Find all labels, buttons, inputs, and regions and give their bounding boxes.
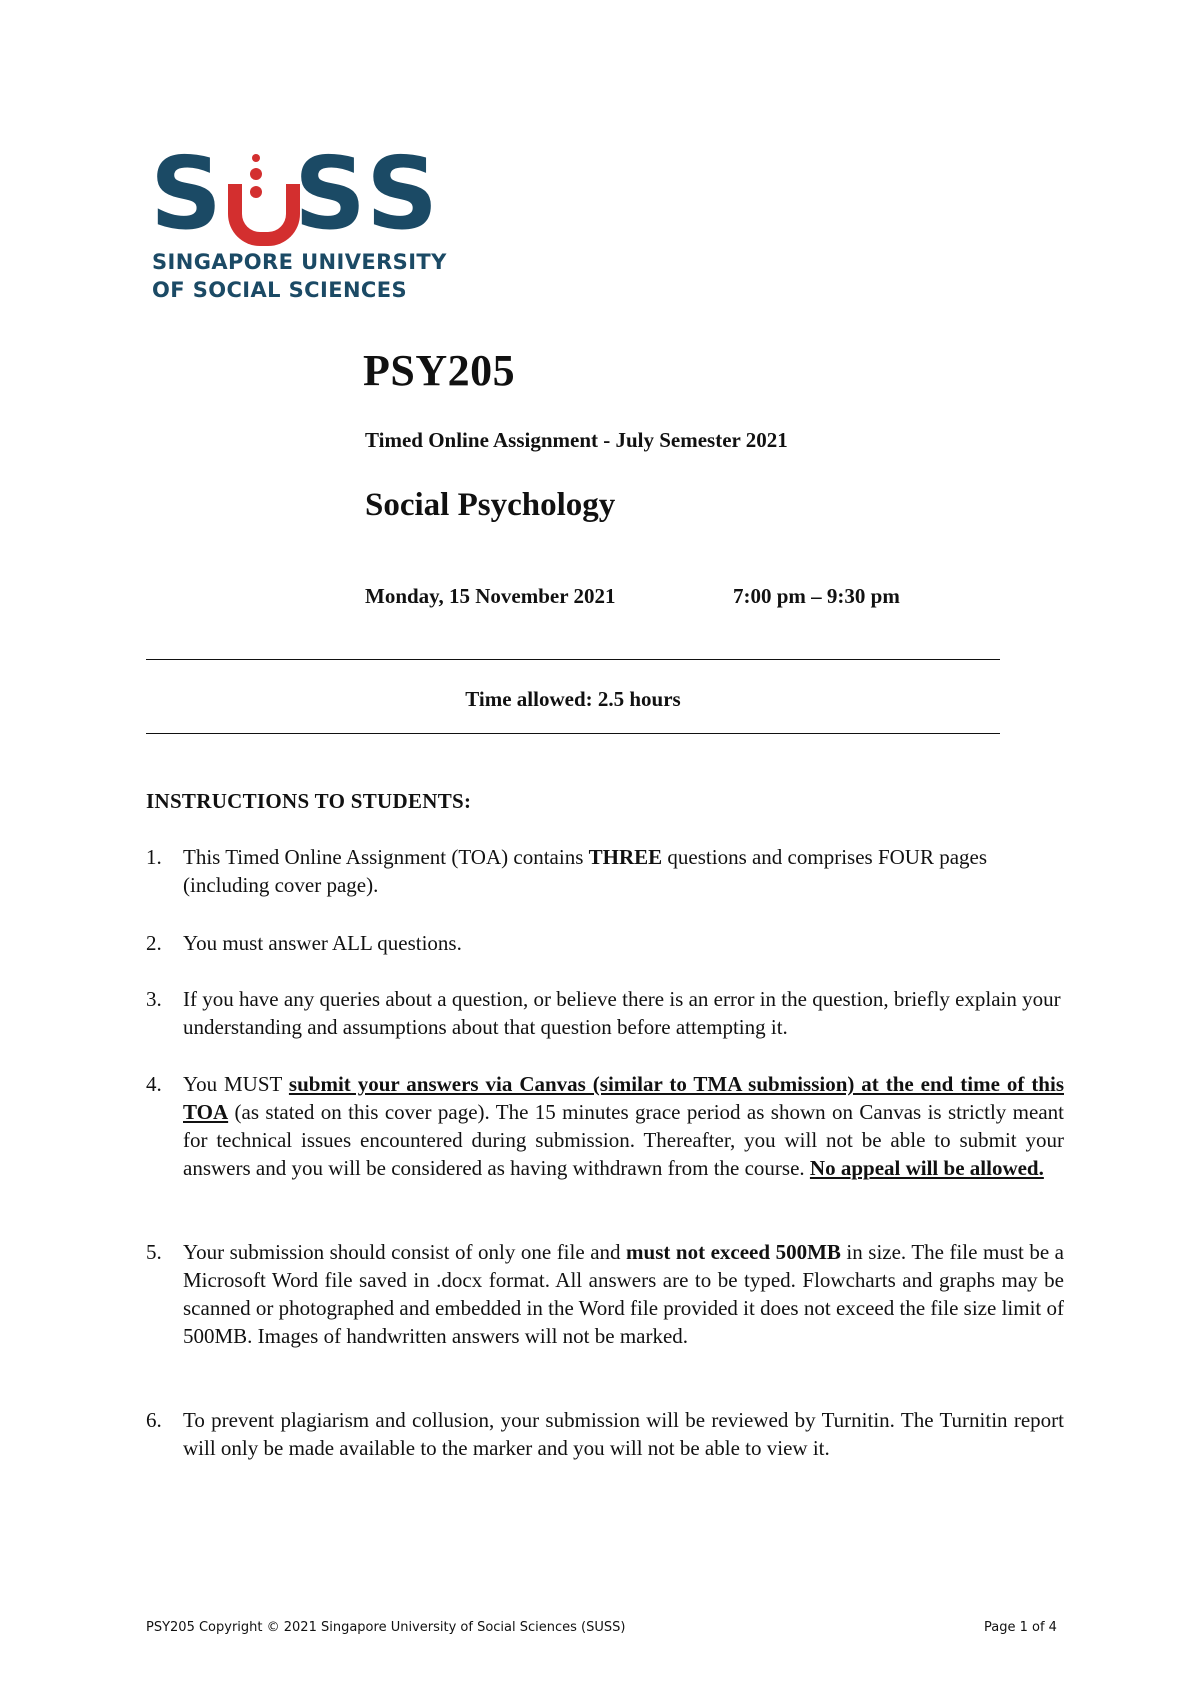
- exam-time: 7:00 pm – 9:30 pm: [733, 584, 900, 608]
- item-text: If you have any queries about a question, or believe there is an error in the question, briefly explain your understanding and assumptions about that question before attempting it.: [183, 987, 1061, 1039]
- item-text: This Timed Online Assignment (TOA) contains THREE questions and comprises FOUR pages (including cover page).: [183, 845, 988, 897]
- item-number: 6.: [146, 1408, 162, 1432]
- footer-copyright: PSY205 Copyright © 2021 Singapore University of Social Sciences (SUSS): [146, 1620, 626, 1635]
- emphasis-underlined: No appeal will be allowed.: [809, 1156, 1044, 1180]
- item-number: 4.: [146, 1072, 162, 1096]
- logo-letter: S: [366, 135, 439, 252]
- item-number: 5.: [146, 1240, 162, 1264]
- item-text: You MUST submit your answers via Canvas (similar to TMA submission) at the end time of this TOA (as stated on this cover page). The 15 minutes grace period as shown on Canvas is strictly meant for technical issues encountered during submission. Thereafter, you will not be able to submit your answers and you will be considered as having withdrawn from the course. No appeal will be allowed.: [183, 1072, 1064, 1180]
- logo-wordmark: [150, 135, 439, 252]
- divider-top: [146, 659, 1000, 660]
- item-text: To prevent plagiarism and collusion, your submission will be reviewed by Turnitin. The Turnitin report will only be made available to the marker and you will not be able to view it.: [183, 1408, 1064, 1460]
- suss-logo: [150, 135, 450, 304]
- time-allowed: Time allowed: 2.5 hours: [465, 687, 681, 711]
- exam-date: Monday, 15 November 2021: [365, 584, 616, 608]
- course-code: PSY205: [363, 346, 516, 395]
- logo-u-mark: [224, 144, 288, 244]
- item-text: Your submission should consist of only one file and must not exceed 500MB in size. The file must be a Microsoft Word file saved in .docx format. All answers are to be typed. Flowcharts and graphs may be scanned or photographed and embedded in the Word file provided it does not exceed the file size limit of 500MB. Images of handwritten answers will not be marked.: [183, 1240, 1065, 1348]
- logo-letter: S: [294, 135, 367, 252]
- item-text: You must answer ALL questions.: [183, 931, 462, 955]
- emphasis-underlined: submit your answers via Canvas (similar to TMA submission) at the end time of this TOA: [183, 1072, 1064, 1124]
- logo-university-line2: OF SOCIAL SCIENCES: [152, 278, 408, 302]
- item-number: 3.: [146, 987, 162, 1011]
- course-name: Social Psychology: [365, 487, 616, 523]
- instructions-title: INSTRUCTIONS TO STUDENTS:: [146, 789, 472, 813]
- divider-bottom: [146, 733, 1000, 734]
- emphasis: must not exceed 500MB: [626, 1240, 841, 1264]
- logo-university-line1: SINGAPORE UNIVERSITY: [152, 250, 447, 274]
- item-number: 2.: [146, 931, 162, 955]
- footer-page-number: Page 1 of 4: [984, 1620, 1057, 1635]
- item-number: 1.: [146, 845, 162, 869]
- assignment-subtitle: Timed Online Assignment - July Semester 2021: [365, 428, 788, 452]
- emphasis: THREE: [588, 845, 663, 869]
- logo-letter: S: [150, 135, 223, 252]
- logo-u-shape: [228, 184, 300, 246]
